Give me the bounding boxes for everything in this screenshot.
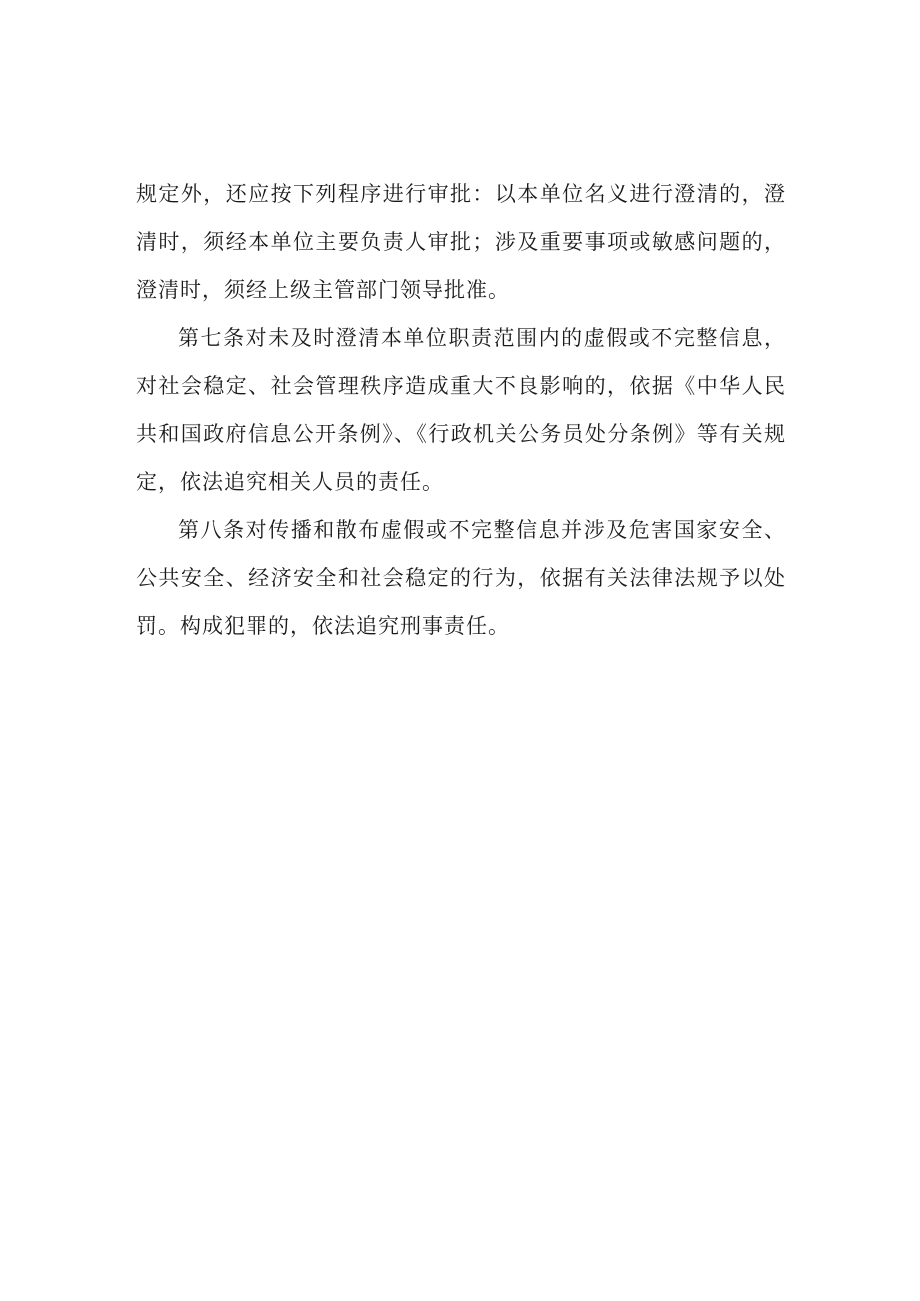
paragraph-article-7: 第七条对未及时澄清本单位职责范围内的虚假或不完整信息，对社会稳定、社会管理秩序造成重大不良影响的，依据《中华人民共和国政府信息公开条例》、《行政机关公务员处分条例》等有关规定，依法追究相关人员的责任。 [136,326,786,494]
paragraph-article-8: 第八条对传播和散布虚假或不完整信息并涉及危害国家安全、公共安全、经济安全和社会稳定的行为，依据有关法律法规予以处罚。构成犯罪的，依法追究刑事责任。 [136,518,786,638]
document-page [136,170,786,650]
paragraph-continuation: 规定外，还应按下列程序进行审批：以本单位名义进行澄清的，澄清时，须经本单位主要负责人审批；涉及重要事项或敏感问题的，澄清时，须经上级主管部门领导批准。 [136,182,786,302]
